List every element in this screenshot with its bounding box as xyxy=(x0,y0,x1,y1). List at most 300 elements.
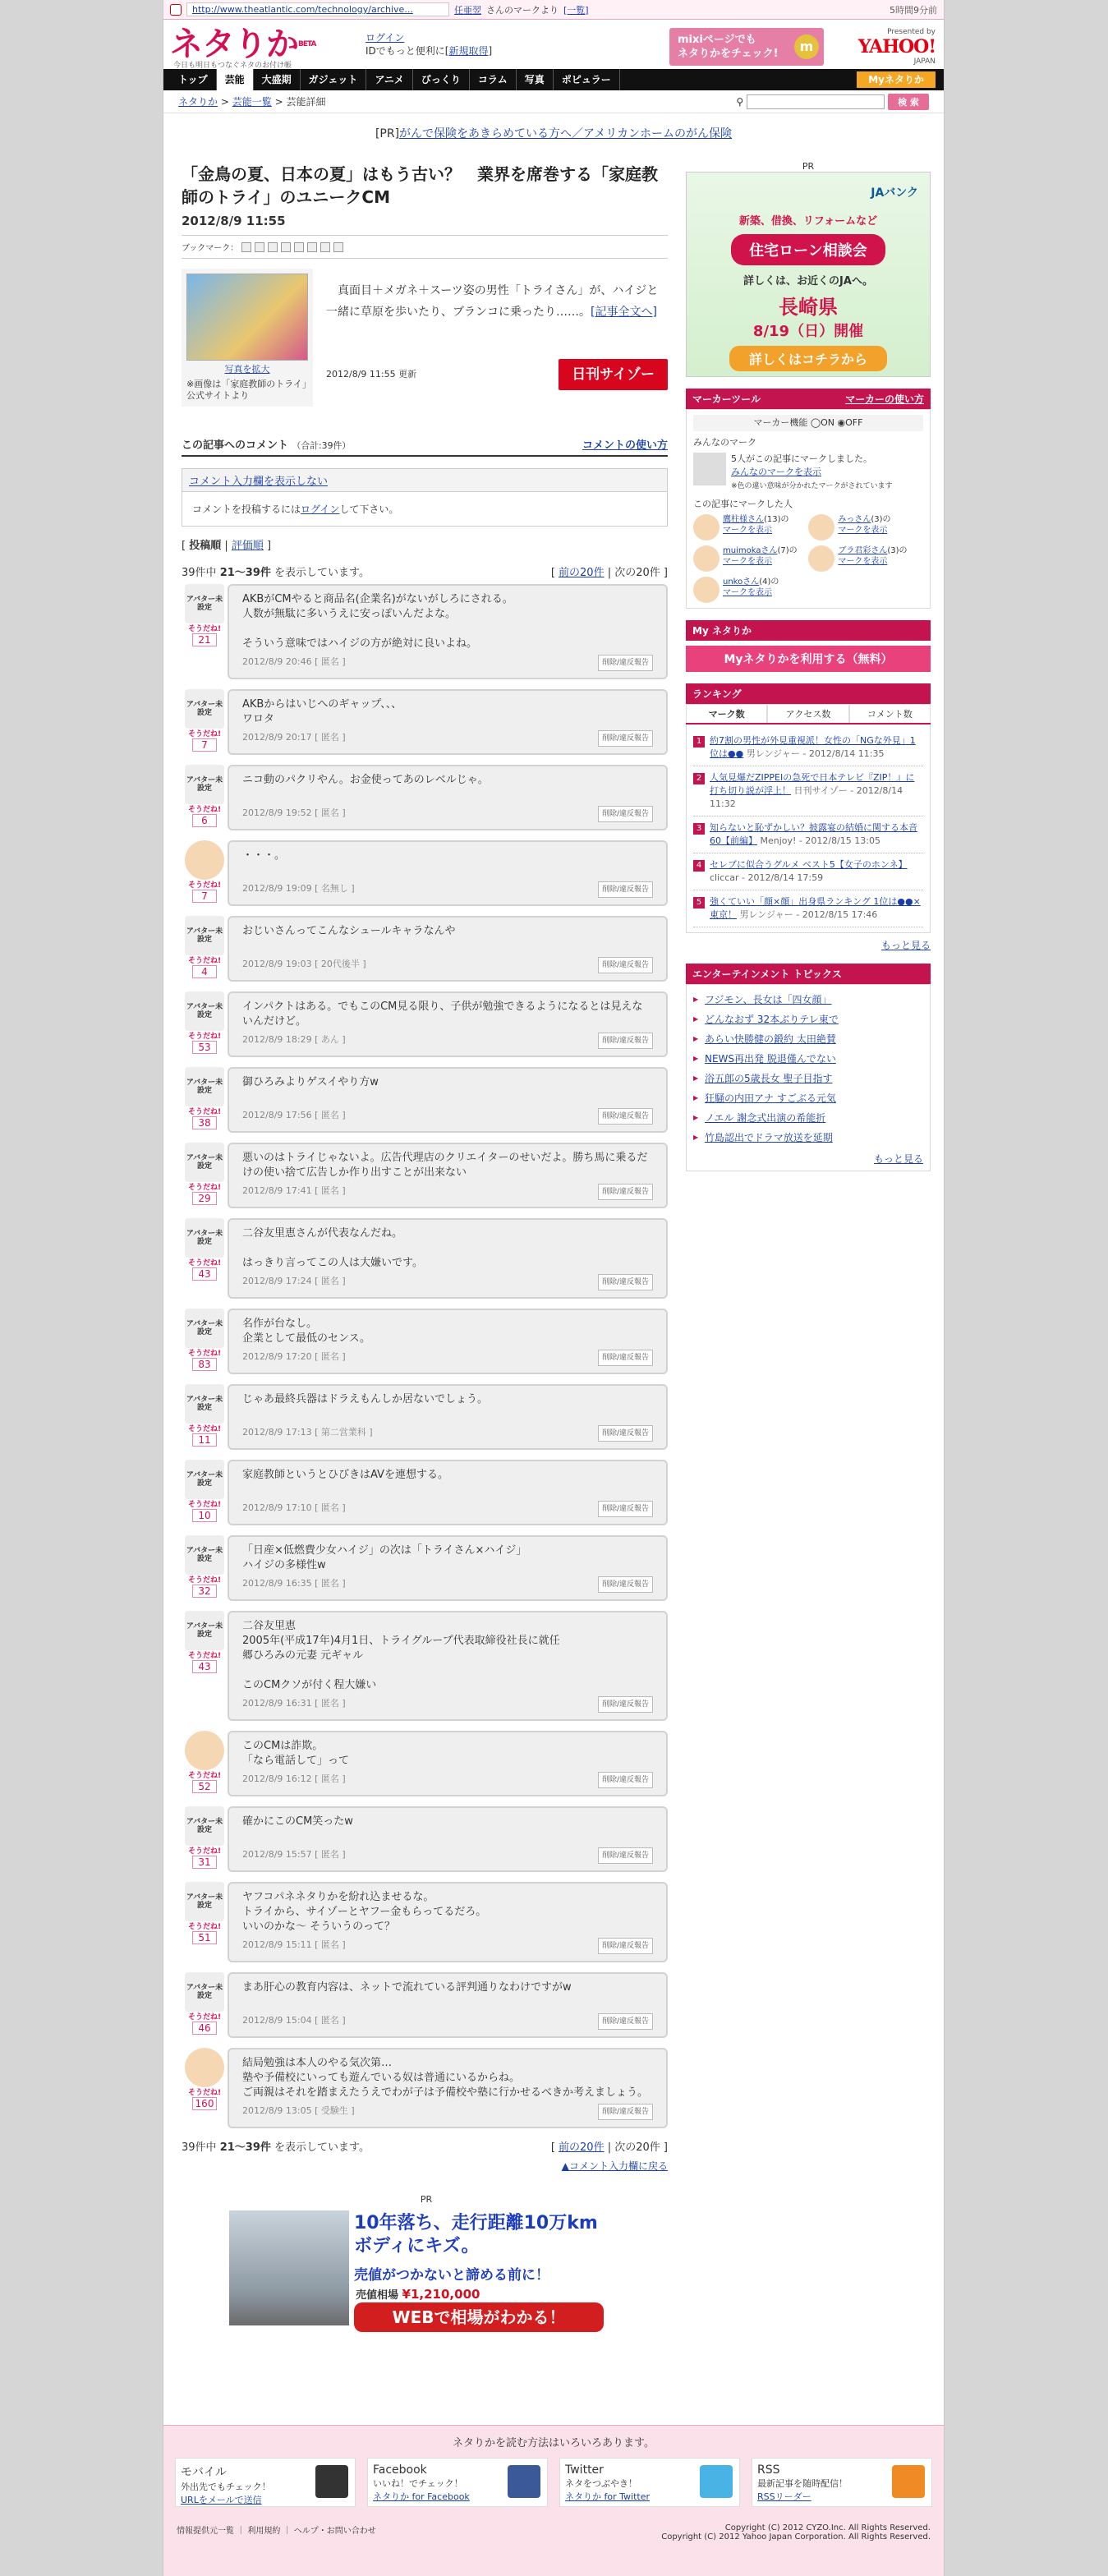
show-marks-link[interactable]: マークを表示 xyxy=(723,526,772,535)
topic-link[interactable]: NEWS再出発 脱退僅んでない xyxy=(705,1053,836,1065)
ranking-link[interactable]: 約7割の男性が外見重視派！女性の「NGな外見」1位は●● xyxy=(710,735,916,759)
ranking-link[interactable]: セレブに似合うグルメ ベスト5【女子のホンネ】 xyxy=(710,859,908,870)
comment-text: このCMは詐欺。 「なら電話して」って xyxy=(242,1740,350,1767)
avatar-icon xyxy=(185,1731,224,1770)
soudane-count: 7 xyxy=(192,738,217,752)
report-button[interactable]: 削除/違反報告 xyxy=(598,1501,653,1517)
comment-meta: 2012/8/9 17:20 [ 匿名 ] xyxy=(242,1351,346,1362)
ad-button[interactable]: WEBで相場がわかる！ xyxy=(354,2302,604,2332)
breadcrumb-current: 芸能詳細 xyxy=(286,96,326,108)
pr-text-ad: [PR]がんで保険をあきらめている方へ／アメリカンホームのがん保険 xyxy=(375,127,733,140)
owner-link[interactable]: 任亜翌 xyxy=(454,4,481,16)
soudane-button[interactable]: そうだね! xyxy=(187,806,222,814)
search-input[interactable] xyxy=(747,94,885,109)
report-button[interactable]: 削除/違反報告 xyxy=(598,2013,653,2030)
avatar[interactable] xyxy=(808,514,834,540)
soudane-count: 7 xyxy=(192,890,217,903)
soudane-count: 38 xyxy=(192,1116,217,1129)
footer-box-title: RSS xyxy=(757,2463,780,2477)
prev-page-link[interactable]: 前の20件 xyxy=(559,567,605,579)
topic-link[interactable]: あらい快勝健の鍛約 太田絶賛 xyxy=(705,1033,836,1045)
bookmark-icon[interactable] xyxy=(255,242,264,252)
topic-item xyxy=(693,990,923,1010)
header xyxy=(163,20,944,69)
comment-bubble xyxy=(228,1882,668,1962)
comment-range-bottom: 39件中 21〜39件 を表示しています。 [ 前の20件 | 次の20件 ] xyxy=(182,2141,668,2154)
comment-text: AKBがCMやると商品名(企業名)がないがしろにされる。 人数が無駄に多いうえに安っぽいんだよな。 そういう意味ではハイジの方が絶対に良いよね。 xyxy=(242,593,513,650)
soudane-button[interactable]: そうだね! xyxy=(187,1847,222,1856)
soudane-button[interactable]: そうだね! xyxy=(187,1652,222,1660)
topic-item xyxy=(693,1108,923,1128)
marker-icon xyxy=(170,4,182,16)
comment-text: 名作が台なし。 企業として最低のセンス。 xyxy=(242,1318,371,1345)
login-link[interactable]: ログイン xyxy=(366,32,405,44)
comment-avatar xyxy=(182,1535,228,1601)
show-marks-link[interactable]: マークを表示 xyxy=(838,557,888,566)
soudane-button[interactable]: そうだね! xyxy=(187,2089,222,2097)
report-button[interactable]: 削除/違反報告 xyxy=(598,957,653,973)
topic-item xyxy=(693,1029,923,1049)
user-link[interactable]: 鷹柱様さん xyxy=(723,515,764,524)
breadcrumb-list[interactable]: 芸能一覧 xyxy=(232,96,272,108)
comment-text: 確かにこのCM笑ったw xyxy=(242,1815,353,1828)
report-button[interactable]: 削除/違反報告 xyxy=(598,655,653,671)
avatar-icon: アバター未設定 xyxy=(185,765,224,804)
tab-comment-count[interactable]: コメント数 xyxy=(849,704,931,723)
comment-text: 二谷友里恵 2005年(平成17年)4月1日、トライグループ代表取締役社長に就任 郷ひろみの元妻 元ギャル このCMクソが付く程大嫌い xyxy=(242,1620,560,1691)
comment-meta: 2012/8/9 19:09 [ 名無し ] xyxy=(242,883,355,894)
comment-item xyxy=(182,689,668,755)
soudane-button[interactable]: そうだね! xyxy=(187,1772,222,1780)
back-to-form-link[interactable]: ▲コメント入力欄に戻る xyxy=(561,2160,668,2172)
nav-item-column[interactable]: コラム xyxy=(470,69,517,90)
tab-rating-order[interactable]: 評価順 xyxy=(231,540,264,552)
ranking-link[interactable]: 人気見爆だZIPPEIの急死で日本テレビ『ZIP！』に打ち切り説が浮上！ xyxy=(710,772,915,796)
ad-subline: 売値がつかないと諦める前に！ xyxy=(354,2267,549,2284)
comment-login-link[interactable]: ログイン xyxy=(301,504,340,515)
avatar[interactable] xyxy=(693,514,720,540)
comment-avatar xyxy=(182,1806,228,1872)
soudane-count: 51 xyxy=(192,1931,217,1944)
tab-access-count[interactable]: アクセス数 xyxy=(767,704,848,723)
soudane-button[interactable]: そうだね! xyxy=(187,625,222,633)
avatar[interactable] xyxy=(693,545,720,572)
soudane-count: 46 xyxy=(192,2022,217,2035)
user-link[interactable]: unkoさん xyxy=(723,577,760,586)
comment-item xyxy=(182,1218,668,1299)
nav-item-3[interactable]: 大盛期 xyxy=(254,69,301,90)
soudane-button[interactable]: そうだね! xyxy=(187,1033,222,1041)
comment-meta: 2012/8/9 17:10 [ 匿名 ] xyxy=(242,1502,346,1513)
comment-bubble xyxy=(228,1806,668,1872)
bookmark-icon[interactable] xyxy=(333,242,343,252)
pr-link[interactable]: がんで保険をあきらめている方へ／アメリカンホームのがん保険 xyxy=(399,127,733,140)
comment-meta: 2012/8/9 18:29 [ あん ] xyxy=(242,1034,346,1045)
my-netarika-button[interactable]: Myネタりか xyxy=(857,71,936,88)
avatar-icon: アバター未設定 xyxy=(185,1535,224,1575)
nav-item-geino[interactable]: 芸能 xyxy=(217,69,254,90)
comment-bubble xyxy=(228,1384,668,1450)
comment-avatar xyxy=(182,689,228,755)
marker-user: unkoさん(4)の マークを表示 xyxy=(693,577,803,603)
ad-detail-button[interactable]: 詳しくはコチラから xyxy=(729,346,887,371)
footer-box-link[interactable]: ネタりか for Twitter xyxy=(565,2491,650,2502)
user-link[interactable]: みっさん xyxy=(838,515,871,524)
avatar-icon: アバター未設定 xyxy=(185,1806,224,1846)
my-netarika-button[interactable]: Myネタりかを利用する（無料） xyxy=(686,646,931,672)
footer-box-link[interactable]: RSSリーダー xyxy=(757,2491,811,2502)
rank-number: 3 xyxy=(693,823,705,835)
report-button[interactable]: 削除/違反報告 xyxy=(598,1184,653,1200)
comment-bubble xyxy=(228,840,668,906)
bookmark-icon[interactable] xyxy=(307,242,317,252)
ranking-more-link[interactable]: もっと見る xyxy=(880,940,931,951)
comment-item xyxy=(182,1882,668,1962)
comment-form-box: コメント入力欄を表示しない コメントを投稿するにはログインして下さい。 xyxy=(182,468,668,527)
footer-box-title: Facebook xyxy=(373,2463,427,2477)
footer-box[interactable]: モバイル 外出先でもチェック！ URLをメールで送信 xyxy=(175,2458,356,2507)
ranking-meta: 日刊サイゾー - 2012/8/14 11:32 xyxy=(710,785,903,809)
soudane-button[interactable]: そうだね! xyxy=(187,1259,222,1267)
soudane-button[interactable]: そうだね! xyxy=(187,957,222,965)
soudane-count: 52 xyxy=(192,1780,217,1793)
soudane-count: 43 xyxy=(192,1267,217,1281)
nav-item-anime[interactable]: アニメ xyxy=(366,69,412,90)
ad-price: 売値相場 ¥1,210,000 xyxy=(356,2287,480,2302)
main-column xyxy=(182,156,668,2342)
topic-link[interactable]: 狂騒の内田アナ すごぶる元気 xyxy=(705,1092,836,1104)
comment-avatar xyxy=(182,1309,228,1374)
tab-mark-count[interactable]: マーク数 xyxy=(686,704,767,723)
comment-avatar xyxy=(182,1143,228,1208)
report-button[interactable]: 削除/違反報告 xyxy=(598,1696,653,1713)
enlarge-photo-link[interactable]: 写真を拡大 xyxy=(224,364,270,375)
thumbnail-image[interactable] xyxy=(186,274,308,361)
nav-item-top[interactable]: トップ xyxy=(170,69,217,90)
register-link[interactable]: 新規取得 xyxy=(448,45,489,57)
comment-bubble xyxy=(228,1067,668,1133)
comment-text: じゃあ最終兵器はドラえもんしか居ないでしょう。 xyxy=(242,1393,489,1405)
avatar-icon: アバター未設定 xyxy=(185,689,224,729)
report-button[interactable]: 削除/違反報告 xyxy=(598,1274,653,1290)
show-marks-link[interactable]: マークを表示 xyxy=(723,588,772,597)
comment-avatar xyxy=(182,1067,228,1133)
marker-user: ブラ君彩さん(3)の マークを表示 xyxy=(808,545,918,572)
report-button[interactable]: 削除/違反報告 xyxy=(598,1938,653,1954)
summary-text: 真面目＋メガネ＋スーツ姿の男性「トライさん」が、ハイジと一緒に草原を歩いたり、ブランコに乗ったり……。 xyxy=(326,284,659,319)
soudane-button[interactable]: そうだね! xyxy=(187,1350,222,1358)
bookmark-icon[interactable] xyxy=(241,242,251,252)
account-links: ログイン IDでもっと便利に[新規取得] xyxy=(366,32,493,57)
hide-comment-form-link[interactable]: コメント入力欄を表示しない xyxy=(189,476,329,488)
article-thumbnail xyxy=(182,269,313,407)
global-nav xyxy=(163,69,944,90)
report-button[interactable]: 削除/違反報告 xyxy=(598,1350,653,1366)
bookmark-icon[interactable] xyxy=(268,242,278,252)
comment-howto-link[interactable]: コメントの使い方 xyxy=(582,439,668,452)
footer-box[interactable]: RSS 最新記事を随時配信！ RSSリーダー xyxy=(752,2458,932,2507)
comment-avatar xyxy=(182,584,228,679)
marker-user: みっさん(3)の マークを表示 xyxy=(808,514,918,540)
avatar-icon: アバター未設定 xyxy=(185,991,224,1031)
report-button[interactable]: 削除/違反報告 xyxy=(598,1772,653,1788)
soudane-button[interactable]: そうだね! xyxy=(187,1184,222,1192)
ranking-item xyxy=(693,816,923,853)
topic-item xyxy=(693,1069,923,1088)
report-button[interactable]: 削除/違反報告 xyxy=(598,806,653,822)
comment-avatar xyxy=(182,1972,228,2038)
report-button[interactable]: 削除/違反報告 xyxy=(598,1425,653,1442)
avatar-icon xyxy=(185,840,224,880)
show-marks-link[interactable]: マークを表示 xyxy=(723,557,772,566)
comment-avatar xyxy=(182,916,228,982)
comment-bubble xyxy=(228,1460,668,1525)
comment-range: 39件中 21〜39件 を表示しています。 [ 前の20件 | 次の20件 ] xyxy=(182,567,668,579)
breadcrumb-home[interactable]: ネタりか xyxy=(178,96,218,108)
comment-meta: 2012/8/9 19:52 [ 匿名 ] xyxy=(242,807,346,818)
soudane-count: 11 xyxy=(192,1433,217,1447)
avatar[interactable] xyxy=(808,545,834,572)
comment-bubble xyxy=(228,689,668,755)
rank-number: 4 xyxy=(693,860,705,872)
soudane-button[interactable]: そうだね! xyxy=(187,2013,222,2022)
avatar-icon: アバター未設定 xyxy=(185,1143,224,1182)
comment-avatar xyxy=(182,765,228,830)
avatar-icon: アバター未設定 xyxy=(185,916,224,955)
search-icon: ⚲ xyxy=(736,95,744,108)
comment-item xyxy=(182,765,668,830)
ranking-link[interactable]: 知らないと恥ずかしい？披露宴の結婚に関する本音60【前編】 xyxy=(710,822,917,846)
avatar[interactable] xyxy=(693,577,720,603)
report-button[interactable]: 削除/違反報告 xyxy=(598,1576,653,1593)
avatar-icon: アバター未設定 xyxy=(185,1309,224,1348)
bookmark-bar: ブックマーク： xyxy=(182,235,668,259)
user-link[interactable]: muimokaさん xyxy=(723,546,778,555)
ja-logo: JAバンク xyxy=(871,186,918,200)
comment-bubble xyxy=(228,1731,668,1796)
topic-item xyxy=(693,1088,923,1108)
soudane-count: 29 xyxy=(192,1192,217,1205)
soudane-count: 4 xyxy=(192,965,217,978)
updated-time: 2012/8/9 11:55 更新 xyxy=(326,369,417,380)
marked-url-link[interactable]: http://www.theatlantic.com/technology/archive... xyxy=(186,2,449,16)
user-link[interactable]: ブラ君彩さん xyxy=(838,546,888,555)
comment-text: 悪いのはトライじゃないよ。広告代理店のクリエイターのせいだよ。勝ち馬に乗るだけの使い捨て広告しか作り出すことが出来ない xyxy=(242,1152,648,1179)
soudane-button[interactable]: そうだね! xyxy=(187,1923,222,1931)
soudane-count: 6 xyxy=(192,814,217,827)
bookmark-icon[interactable] xyxy=(320,242,330,252)
comment-item xyxy=(182,1611,668,1721)
footer-links[interactable]: 情報提供元一覧 ｜ 利用規約 ｜ ヘルプ・お問い合わせ xyxy=(177,2527,376,2536)
comment-text: 家庭教師というとひびきはAVを連想する。 xyxy=(242,1469,448,1481)
marker-on[interactable]: ON xyxy=(821,417,835,428)
report-button[interactable]: 削除/違反報告 xyxy=(598,730,653,747)
tab-post-order[interactable]: 投稿順 xyxy=(189,540,222,552)
show-marks-link[interactable]: マークを表示 xyxy=(838,526,888,535)
topic-link[interactable]: ノエル 謝念式出演の希能折 xyxy=(705,1112,826,1124)
comment-text: ヤフコパネネタりかを紛れ込ませるな。 トライから、サイゾーとヤフー金もらってるだろ。 いいのかな〜 そういうのって？ xyxy=(242,1891,487,1933)
ranking-item xyxy=(693,890,923,927)
marker-tool: マーカーツール マーカーの使い方 マーカー機能 ◯ON ◉OFF みんなのマーク 5人がこの記事にマークしました。 みんなのマークを表示 ※色の違い意味が分かれたマークがされています この記事にマークした人 鷹柱様さん(13)の マークを表示 みっさん(3)の マークを表示 muimokaさん(7)の マークを表示 ブラ君彩さん(3)の マークを表示 unkoさん(4)の マークを表示 xyxy=(686,389,931,609)
everyone-marks-link[interactable]: みんなのマークを表示 xyxy=(731,467,821,477)
sidebar: PR JAバンク 新築、借換、リフォームなど 住宅ローン相談会 詳しくは、お近くのJAへ。 長崎県 8/19（日）開催 詳しくはコチラから マーカーツール マーカーの使い方 マーカー機能 ◯ON ◉OFF みんなのマーク 5人がこの記事にマークしました。 みんなのマークを表示 ※色の違い意味が分かれたマークがされています この記事にマークした人 鷹柱様さん(13)の マークを表示 みっさん(3)の マークを表示 muimokaさん(7)の マークを表示 ブラ君彩さん(3)の マークを表示 unkoさん(4)の マークを表示 My ネタりか Myネタりかを利用する（無料） ランキング マーク数 アクセス数 コメント数 1 約7割の男性が外見重視派！女性の「NGな外見」1位は●● 男レンジャー - 2012/8/14 11:35 2 人気見爆だZIPPEIの急死で日本テレビ『ZIP！』に打ち切り説が浮上！ 日刊サイゾー - 2012/8/14 11:32 3 知らないと恥ずかしい？披露宴の結婚に関する本音60【前編】 Menjoy! - 2012/8/15 13:05 4 セレブに似合うグルメ ベスト5【女子のホンネ】 cliccar - 2012/8/14 17:59 5 強くていい「顔×顔」出身県ランキング 1位は●●×東京！ 男レンジャー - 2012/8/15 17:46 もっと見る エンターテインメント トピックス ▶ フジモン、長女は「四女顔」 ▶ どんなおず 32本ぶりテレ東で ▶ あらい快勝健の鍛約 太田絶賛 ▶ NEWS再出発 脱退僅んでない ▶ 浴五郎の5歳長女 聖子目指す ▶ 狂騒の内田アナ すごぶる元気 ▶ ノエル 謝念式出演の希能折 ▶ 竹島認出でドラマ放送を延期 もっと見る xyxy=(686,172,931,1183)
comment-text: 「日産×低燃費少女ハイジ」の次は「トライさん×ハイジ」 ハイジの多様性w xyxy=(242,1544,527,1571)
comment-bubble xyxy=(228,916,668,982)
search-button[interactable]: 検 索 xyxy=(888,94,929,110)
soudane-count: 53 xyxy=(192,1041,217,1054)
comment-avatar xyxy=(182,1611,228,1721)
footer-box-link[interactable]: URLをメールで送信 xyxy=(181,2495,262,2505)
comment-bubble xyxy=(228,1309,668,1374)
comment-meta: 2012/8/9 15:04 [ 匿名 ] xyxy=(242,2015,346,2026)
soudane-button[interactable]: そうだね! xyxy=(187,730,222,738)
topic-link[interactable]: フジモン、長女は「四女顔」 xyxy=(705,994,832,1005)
comment-avatar xyxy=(182,1384,228,1450)
comment-meta: 2012/8/9 17:24 [ 匿名 ] xyxy=(242,1276,346,1286)
comment-item xyxy=(182,1460,668,1525)
comment-meta: 2012/8/9 15:57 [ 匿名 ] xyxy=(242,1849,346,1860)
comment-text: AKBからはいじへのギャップ、、、 ワロタ xyxy=(242,698,402,725)
report-button[interactable]: 削除/違反報告 xyxy=(598,1108,653,1125)
comments-title: この記事へのコメント xyxy=(182,439,289,452)
ranking-meta: 男レンジャー - 2012/8/14 11:35 xyxy=(746,748,885,759)
soudane-button[interactable]: そうだね! xyxy=(187,1501,222,1509)
ranking-link[interactable]: 強くていい「顔×顔」出身県ランキング 1位は●●×東京！ xyxy=(710,896,921,920)
footer-box-icon xyxy=(700,2465,733,2498)
report-button[interactable]: 削除/違反報告 xyxy=(598,2104,653,2120)
soudane-button[interactable]: そうだね! xyxy=(187,1576,222,1585)
comment-avatar xyxy=(182,1218,228,1299)
report-button[interactable]: 削除/違反報告 xyxy=(598,1847,653,1864)
avatar-icon: アバター未設定 xyxy=(185,1882,224,1921)
comment-bubble xyxy=(228,1535,668,1601)
car-image xyxy=(229,2210,349,2325)
comment-meta: 2012/8/9 16:31 [ 匿名 ] xyxy=(242,1698,346,1709)
article-title: 「金鳥の夏、日本の夏」はもう古い？ 業界を席巻する「家庭教師のトライ」のユニークCM xyxy=(182,164,658,207)
bookmark-icon[interactable] xyxy=(294,242,304,252)
comment-meta: 2012/8/9 17:41 [ 匿名 ] xyxy=(242,1185,346,1196)
comments-header: この記事へのコメント （合計:39件） コメントの使い方 xyxy=(182,436,668,457)
comment-item xyxy=(182,840,668,906)
comment-bubble xyxy=(228,1611,668,1721)
comment-meta: 2012/8/9 16:35 [ 匿名 ] xyxy=(242,1578,346,1589)
nav-item-gadget[interactable]: ガジェット xyxy=(301,69,367,90)
ranking-meta: 男レンジャー - 2012/8/15 17:46 xyxy=(739,909,878,920)
topic-link[interactable]: 竹島認出でドラマ放送を延期 xyxy=(705,1132,833,1143)
footer-box[interactable]: Twitter ネタをつぶやき！ ネタりか for Twitter xyxy=(559,2458,740,2507)
nav-item-bikkuri[interactable]: びっくり xyxy=(413,69,470,90)
list-link[interactable]: [一覧] xyxy=(563,4,589,16)
marks-text: さんのマークより xyxy=(486,4,559,16)
footer: ネタりかを読む方法はいろいろあります。 モバイル 外出先でもチェック！ URLをメールで送信 Facebook いいね！でチェック！ ネタりか for Facebook Twitter ネタをつぶやき！ ネタりか for Twitter RSS 最新記事を随時配信！ RSSリーダー 情報提供元一覧 ｜ 利用規約 ｜ ヘルプ・お問い合わせ Copyright (C) 2012 CYZO.Inc. All Rights Reserved. Copyright (C) 2012 Yahoo Japan Corporation. All Rights Reserved. xyxy=(163,2425,944,2576)
comment-avatar xyxy=(182,1882,228,1962)
ent-more-link[interactable]: もっと見る xyxy=(873,1153,923,1165)
nav-item-popular[interactable]: ポピュラー xyxy=(554,69,620,90)
prev-page-link[interactable]: 前の20件 xyxy=(559,2141,605,2154)
comment-item xyxy=(182,916,668,982)
bookmark-icon[interactable] xyxy=(281,242,291,252)
avatar-icon: アバター未設定 xyxy=(185,1611,224,1650)
comment-avatar xyxy=(182,2048,228,2128)
topic-item xyxy=(693,1049,923,1069)
ranking-item xyxy=(693,729,923,766)
comment-text: 御ひろみよりゲスイやり方w xyxy=(242,1076,379,1088)
avatar-icon: アバター未設定 xyxy=(185,1460,224,1499)
comment-item xyxy=(182,991,668,1057)
comment-text: ニコ動のパクリやん。お金使ってあのレベルじゃ。 xyxy=(242,774,489,786)
avatar-icon: アバター未設定 xyxy=(185,1972,224,2012)
sort-tabs: [ 投稿順 | 評価順 ] xyxy=(182,540,272,552)
comment-item xyxy=(182,584,668,679)
article-summary xyxy=(182,269,668,407)
yahoo-logo[interactable]: Presented by YAHOO! JAPAN xyxy=(857,28,936,66)
avatar-icon xyxy=(185,2048,224,2087)
nav-item-photo[interactable]: 写真 xyxy=(517,69,554,90)
soudane-count: 31 xyxy=(192,1856,217,1869)
comment-text: まあ肝心の教育内容は、ネットで流れている評判通りなわけですがw xyxy=(242,1981,572,1994)
topic-item xyxy=(693,1010,923,1029)
report-button[interactable]: 削除/違反報告 xyxy=(598,1033,653,1049)
topic-link[interactable]: 浴五郎の5歳長女 聖子目指す xyxy=(705,1073,833,1084)
mixi-banner[interactable]: mixiページでも ネタりかをチェック! m xyxy=(669,28,824,66)
avatar-icon: アバター未設定 xyxy=(185,1067,224,1106)
footer-box[interactable]: Facebook いいね！でチェック！ ネタりか for Facebook xyxy=(367,2458,548,2507)
topic-item xyxy=(693,1128,923,1148)
tagline: 今日も明日もつなぐネタのお付け帳 xyxy=(173,62,292,70)
comment-bubble xyxy=(228,1218,668,1299)
comment-avatar xyxy=(182,991,228,1057)
thumbnail-note: ※画像は「家庭教師のトライ」公式サイトより xyxy=(186,379,307,401)
search-area xyxy=(736,94,929,110)
source-logo[interactable]: 日刊サイゾー xyxy=(559,359,668,390)
ranking-meta: cliccar - 2012/8/14 17:59 xyxy=(710,872,824,883)
bottom-ad[interactable]: PR 10年落ち、走行距離10万km ボディにキズ。 売値がつかないと諦める前に！ 売値相場 ¥1,210,000 WEBで相場がわかる！ xyxy=(229,2194,623,2342)
soudane-count: 160 xyxy=(192,2097,217,2110)
footer-box-title: モバイル xyxy=(181,2466,227,2479)
comment-bubble xyxy=(228,991,668,1057)
avatar xyxy=(693,453,726,485)
ad-headline: 10年落ち、走行距離10万km ボディにキズ。 xyxy=(354,2213,598,2256)
soudane-button[interactable]: そうだね! xyxy=(187,1425,222,1433)
ja-bank-ad[interactable]: JAバンク 新築、借換、リフォームなど 住宅ローン相談会 詳しくは、お近くのJAへ。 長崎県 8/19（日）開催 詳しくはコチラから xyxy=(686,172,931,377)
footer-box-link[interactable]: ネタりか for Facebook xyxy=(373,2491,470,2502)
comment-text: インパクトはある。でもこのCM見る限り、子供が勉強できるようになるとは見えないんだけど。 xyxy=(242,1000,643,1028)
comment-meta: 2012/8/9 17:13 [ 第二営業科 ] xyxy=(242,1427,373,1438)
ranking-meta: Menjoy! - 2012/8/15 13:05 xyxy=(760,835,880,846)
comment-list xyxy=(182,584,668,2128)
footer-box-icon xyxy=(508,2465,540,2498)
soudane-button[interactable]: そうだね! xyxy=(187,881,222,890)
report-button[interactable]: 削除/違反報告 xyxy=(598,881,653,898)
comment-bubble xyxy=(228,584,668,679)
marker-howto-link[interactable]: マーカーの使い方 xyxy=(845,393,924,405)
comment-item xyxy=(182,2048,668,2128)
marker-user: 鷹柱様さん(13)の マークを表示 xyxy=(693,514,803,540)
elapsed-time: 5時間9分前 xyxy=(890,4,937,16)
site-logo[interactable]: ネタりかBETA xyxy=(170,25,316,63)
comment-item xyxy=(182,1143,668,1208)
soudane-button[interactable]: そうだね! xyxy=(187,1108,222,1116)
marker-off[interactable]: OFF xyxy=(845,417,863,428)
comment-text: ・・・。 xyxy=(242,849,286,862)
topic-link[interactable]: どんなおず 32本ぶりテレ東で xyxy=(705,1014,839,1025)
comment-meta: 2012/8/9 17:56 [ 匿名 ] xyxy=(242,1110,346,1120)
comment-avatar xyxy=(182,1460,228,1525)
full-article-link[interactable]: [記事全文へ] xyxy=(591,306,657,319)
comment-bubble xyxy=(228,765,668,830)
comment-avatar xyxy=(182,840,228,906)
rank-number: 5 xyxy=(693,897,705,908)
